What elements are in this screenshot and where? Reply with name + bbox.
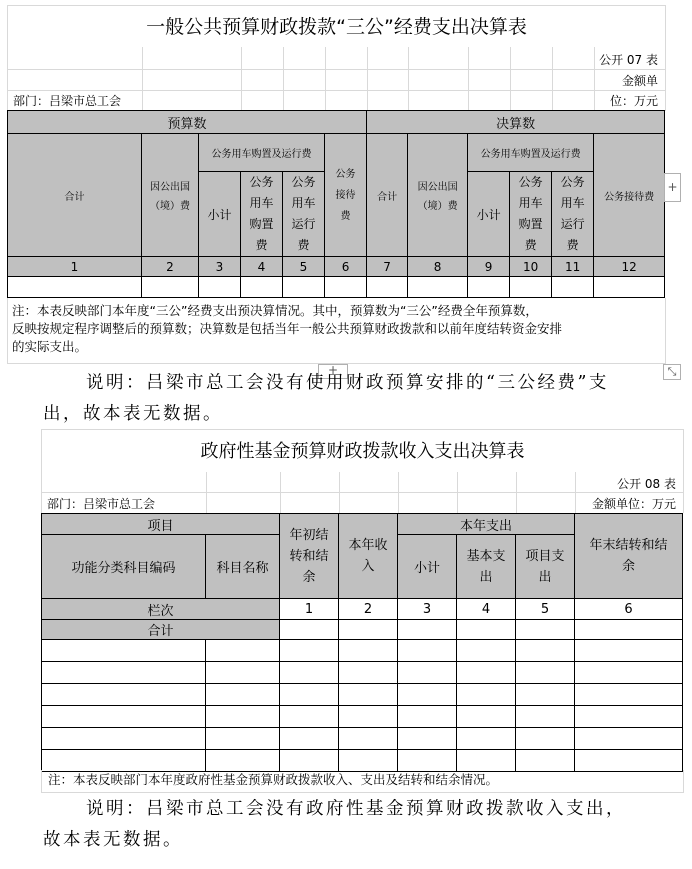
table1-col-number: 8 xyxy=(408,257,468,277)
table1-note-border xyxy=(7,298,666,364)
table1-index-row xyxy=(8,257,665,277)
table2-note-area xyxy=(41,770,684,793)
table1-code: 公开 07 表 xyxy=(599,53,658,67)
budget-col-abroad: 因公出国 （境）费 xyxy=(142,134,199,257)
table2-row-index: 栏次 xyxy=(42,599,280,620)
add-row-icon[interactable]: + xyxy=(318,364,348,379)
budget-col-subtotal: 小计 xyxy=(199,172,241,257)
table2-h-project: 项目支 出 xyxy=(516,535,575,599)
table2-h-basic: 基本支 出 xyxy=(457,535,516,599)
table1-unit-line1: 金额单 xyxy=(621,74,658,88)
table2-col-number: 1 xyxy=(280,599,339,620)
table2-unit: 金额单位：万元 xyxy=(591,497,676,511)
budget-col-car: 公务用车购置及运行费 xyxy=(199,134,325,172)
table2-row-total: 合计 xyxy=(42,620,280,640)
table1-col-number: 9 xyxy=(468,257,510,277)
table2-h-begin: 年初结 转和结 余 xyxy=(280,514,339,599)
table2-col-number: 5 xyxy=(516,599,575,620)
table1-unit-line2: 位：万元 xyxy=(609,94,658,108)
final-header: 决算数 xyxy=(367,111,665,134)
final-col-car-buy: 公务 用车 购置 费 xyxy=(510,172,552,257)
table1-col-number: 10 xyxy=(510,257,552,277)
table1-col-number: 3 xyxy=(199,257,241,277)
final-col-car: 公务用车购置及运行费 xyxy=(468,134,594,172)
table1-col-number: 6 xyxy=(325,257,367,277)
budget-col-total: 合计 xyxy=(8,134,142,257)
resize-handle-icon[interactable]: ⤡ xyxy=(663,364,681,380)
table2-code: 公开 08 表 xyxy=(617,477,676,491)
table2-total-row xyxy=(42,620,683,640)
table2-col-number: 6 xyxy=(575,599,683,620)
table2-dept: 部门：吕梁市总工会 xyxy=(47,497,156,511)
table-row xyxy=(42,750,683,772)
table2-h-subtotal: 小计 xyxy=(398,535,457,599)
table1-col-number: 12 xyxy=(594,257,665,277)
table1-col-number: 5 xyxy=(283,257,325,277)
table1-dept: 部门：吕梁市总工会 xyxy=(13,94,122,108)
final-col-reception: 公务接待费 xyxy=(594,134,665,257)
final-col-subtotal: 小计 xyxy=(468,172,510,257)
table2-h-code: 功能分类科目编码 xyxy=(42,535,206,599)
table1-data-row xyxy=(8,277,665,298)
table2-col-number: 4 xyxy=(457,599,516,620)
table-row xyxy=(42,684,683,706)
table2-h-expense: 本年支出 xyxy=(398,514,575,535)
final-col-total: 合计 xyxy=(367,134,408,257)
table2-title: 政府性基金预算财政拨款收入支出决算表 xyxy=(200,441,525,462)
table2 xyxy=(41,513,683,772)
budget-col-reception: 公务 接待 费 xyxy=(325,134,367,257)
table-row xyxy=(42,706,683,728)
budget-col-car-run: 公务 用车 运行 费 xyxy=(283,172,325,257)
table-row xyxy=(42,728,683,750)
table1-col-number: 7 xyxy=(367,257,408,277)
table1-title: 一般公共预算财政拨款“三公”经费支出决算表 xyxy=(146,16,527,38)
table1-title-area xyxy=(7,5,666,48)
table2-h-income: 本年收 入 xyxy=(339,514,398,599)
table2-h-name: 科目名称 xyxy=(206,535,280,599)
table1-col-number: 2 xyxy=(142,257,199,277)
table1-col-number: 4 xyxy=(241,257,283,277)
table2-h-item: 项目 xyxy=(42,514,280,535)
final-col-abroad: 因公出国 （境）费 xyxy=(408,134,468,257)
table2-title-area xyxy=(41,429,684,473)
add-column-icon[interactable]: + xyxy=(664,173,681,202)
budget-header: 预算数 xyxy=(8,111,367,134)
table1-note: 注：本表反映部门本年度“三公”经费支出预决算情况。其中，预算数为“三公”经费全年预算数， 反映按规定程序调整后的预算数；决算数是包括当年一般公共预算财政拨款和以前年度结转资金安排 的实际支出。 xyxy=(12,303,563,354)
table1-col-number: 11 xyxy=(552,257,594,277)
final-col-car-run: 公务 用车 运行 费 xyxy=(552,172,594,257)
table2-index-row xyxy=(42,599,683,620)
table2-col-number: 3 xyxy=(398,599,457,620)
paragraph-2: 说明：吕梁市总工会没有政府性基金预算财政拨款收入支出， 故本表无数据。 xyxy=(43,799,626,850)
table1-col-number: 1 xyxy=(8,257,142,277)
table-row xyxy=(42,662,683,684)
paragraph-1: 说明：吕梁市总工会没有使用财政预算安排的“三公经费”支 出，故本表无数据。 xyxy=(43,373,609,424)
table-row xyxy=(42,640,683,662)
budget-col-car-buy: 公务 用车 购置 费 xyxy=(241,172,283,257)
table2-note: 注：本表反映部门本年度政府性基金预算财政拨款收入、支出及结转和结余情况。 xyxy=(48,772,499,787)
table1 xyxy=(7,110,665,298)
table2-h-end: 年末结转和结 余 xyxy=(575,514,683,599)
table2-col-number: 2 xyxy=(339,599,398,620)
